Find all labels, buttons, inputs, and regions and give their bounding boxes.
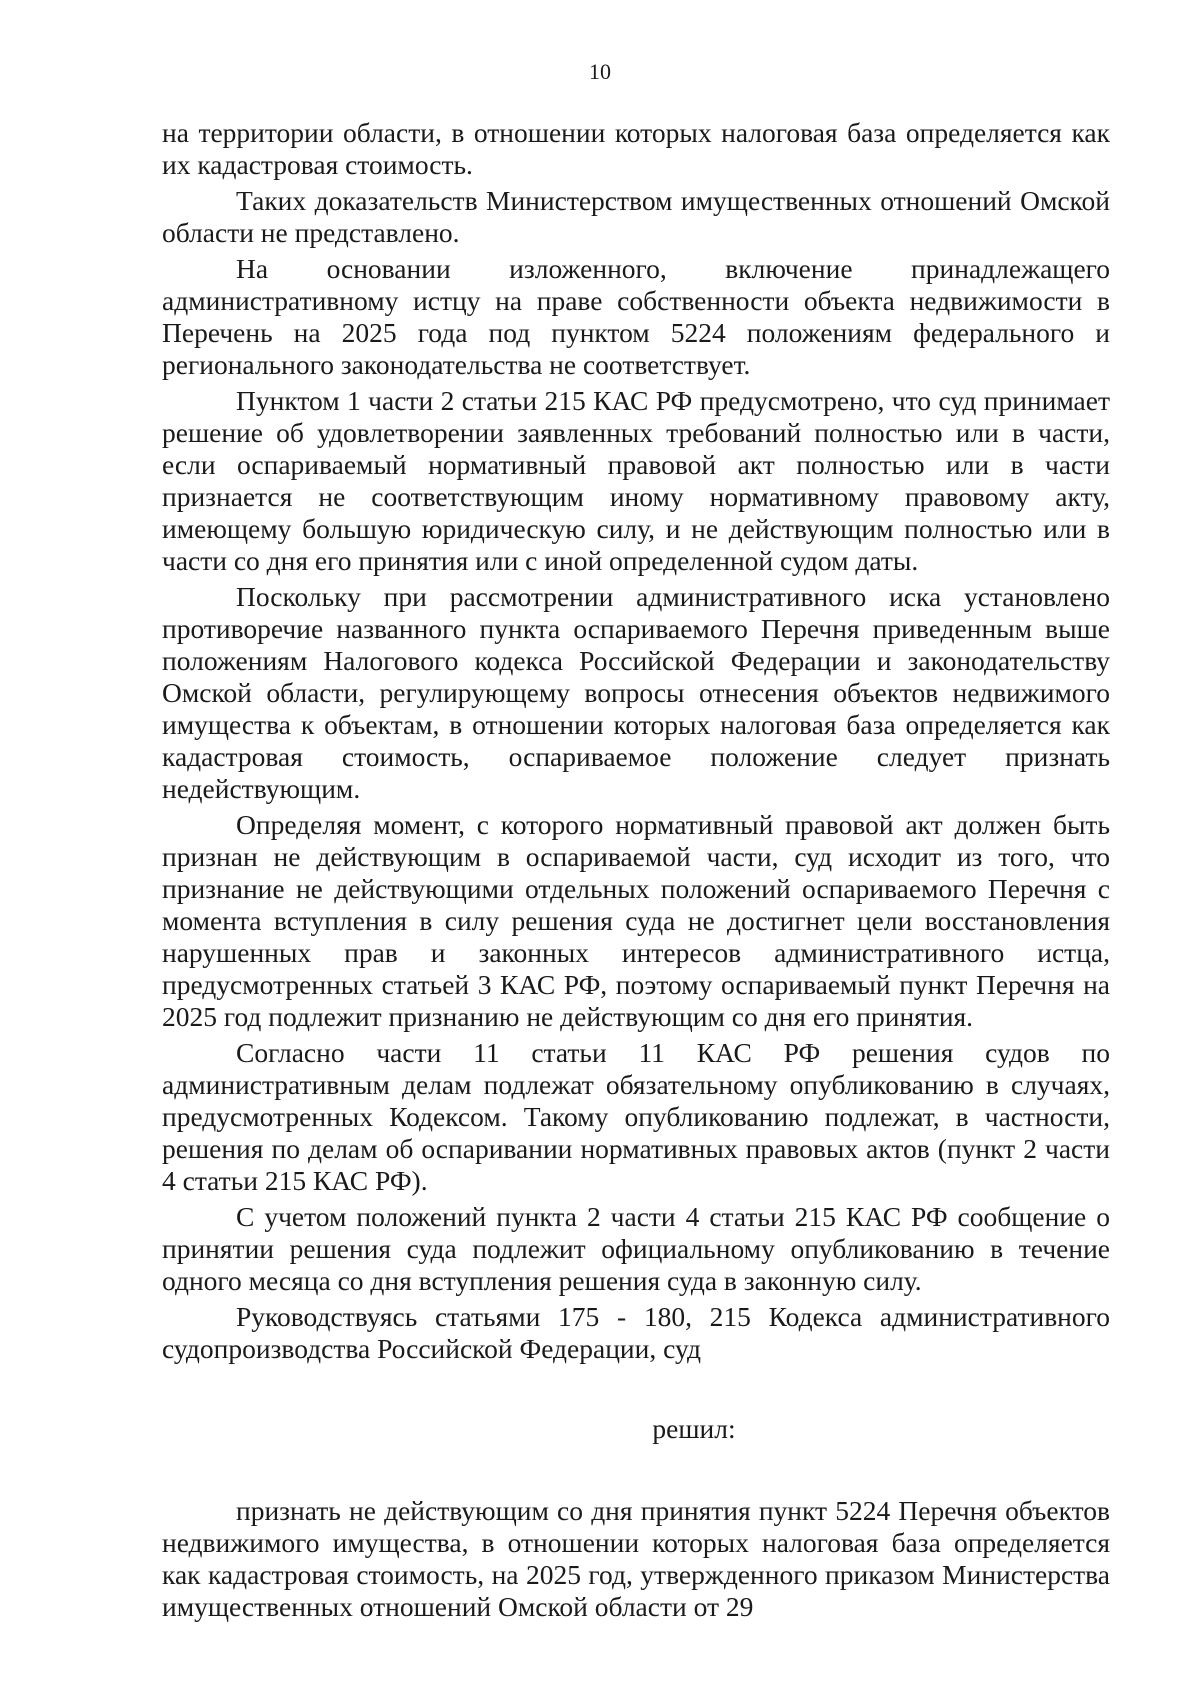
resolution-paragraph: признать не действующим со дня принятия пункт 5224 Перечня объектов недвижимого имущества, в отношении которых налоговая база определяется как кадастровая стоимость, на 2025 год, утвержденного приказом Министерства имущественных отношений Омской области от 29 [162,1495,1110,1622]
resolved-heading: решил: [652,1413,736,1444]
paragraph: Таких доказательств Министерством имущественных отношений Омской области не представлено. [162,185,1110,248]
paragraph-continuation: на территории области, в отношении которых налоговая база определяется как их кадастровая стоимость. [162,117,1110,180]
paragraph: Руководствуясь статьями 175 - 180, 215 Кодекса административного судопроизводства Российской Федерации, суд [162,1301,1110,1364]
paragraph: Согласно части 11 статьи 11 КАС РФ решения судов по административным делам подлежат обязательному опубликованию в случаях, предусмотренных Кодексом. Такому опубликованию подлежат, в частности, решения по делам об оспаривании нормативных правовых актов (пункт 2 части 4 статьи 215 КАС РФ). [162,1037,1110,1196]
paragraph: Поскольку при рассмотрении административного иска установлено противоречие названного пункта оспариваемого Перечня приведенным выше положениям Налогового кодекса Российской Федерации и законодательству Омской области, регулирующему вопросы отнесения объектов недвижимого имущества к объектам, в отношении которых налоговая база определяется как кадастровая стоимость, оспариваемое положение следует признать недействующим. [162,581,1110,804]
paragraph: Пунктом 1 части 2 статьи 215 КАС РФ предусмотрено, что суд принимает решение об удовлетворении заявленных требований полностью или в части, если оспариваемый нормативный правовой акт полностью или в части признается не соответствующим иному нормативному правовому акту, имеющему большую юридическую силу, и не действующим полностью или в части со дня его принятия или с иной определенной судом даты. [162,385,1110,576]
paragraph: С учетом положений пункта 2 части 4 статьи 215 КАС РФ сообщение о принятии решения суда подлежит официальному опубликованию в течение одного месяца со дня вступления решения суда в законную силу. [162,1201,1110,1296]
paragraph: Определяя момент, с которого нормативный правовой акт должен быть признан не действующим в оспариваемой части, суд исходит из того, что признание не действующими отдельных положений оспариваемого Перечня с момента вступления в силу решения суда не достигнет цели восстановления нарушенных прав и законных интересов административного истца, предусмотренных статьей 3 КАС РФ, поэтому оспариваемый пункт Перечня на 2025 год подлежит признанию не действующим со дня его принятия. [162,809,1110,1032]
paragraph: На основании изложенного, включение принадлежащего административному истцу на праве собственности объекта недвижимости в Перечень на 2025 года под пунктом 5224 положениям федерального и регионального законодательства не соответствует. [162,253,1110,380]
document-body [162,117,1110,1623]
page-number: 10 [589,59,611,84]
